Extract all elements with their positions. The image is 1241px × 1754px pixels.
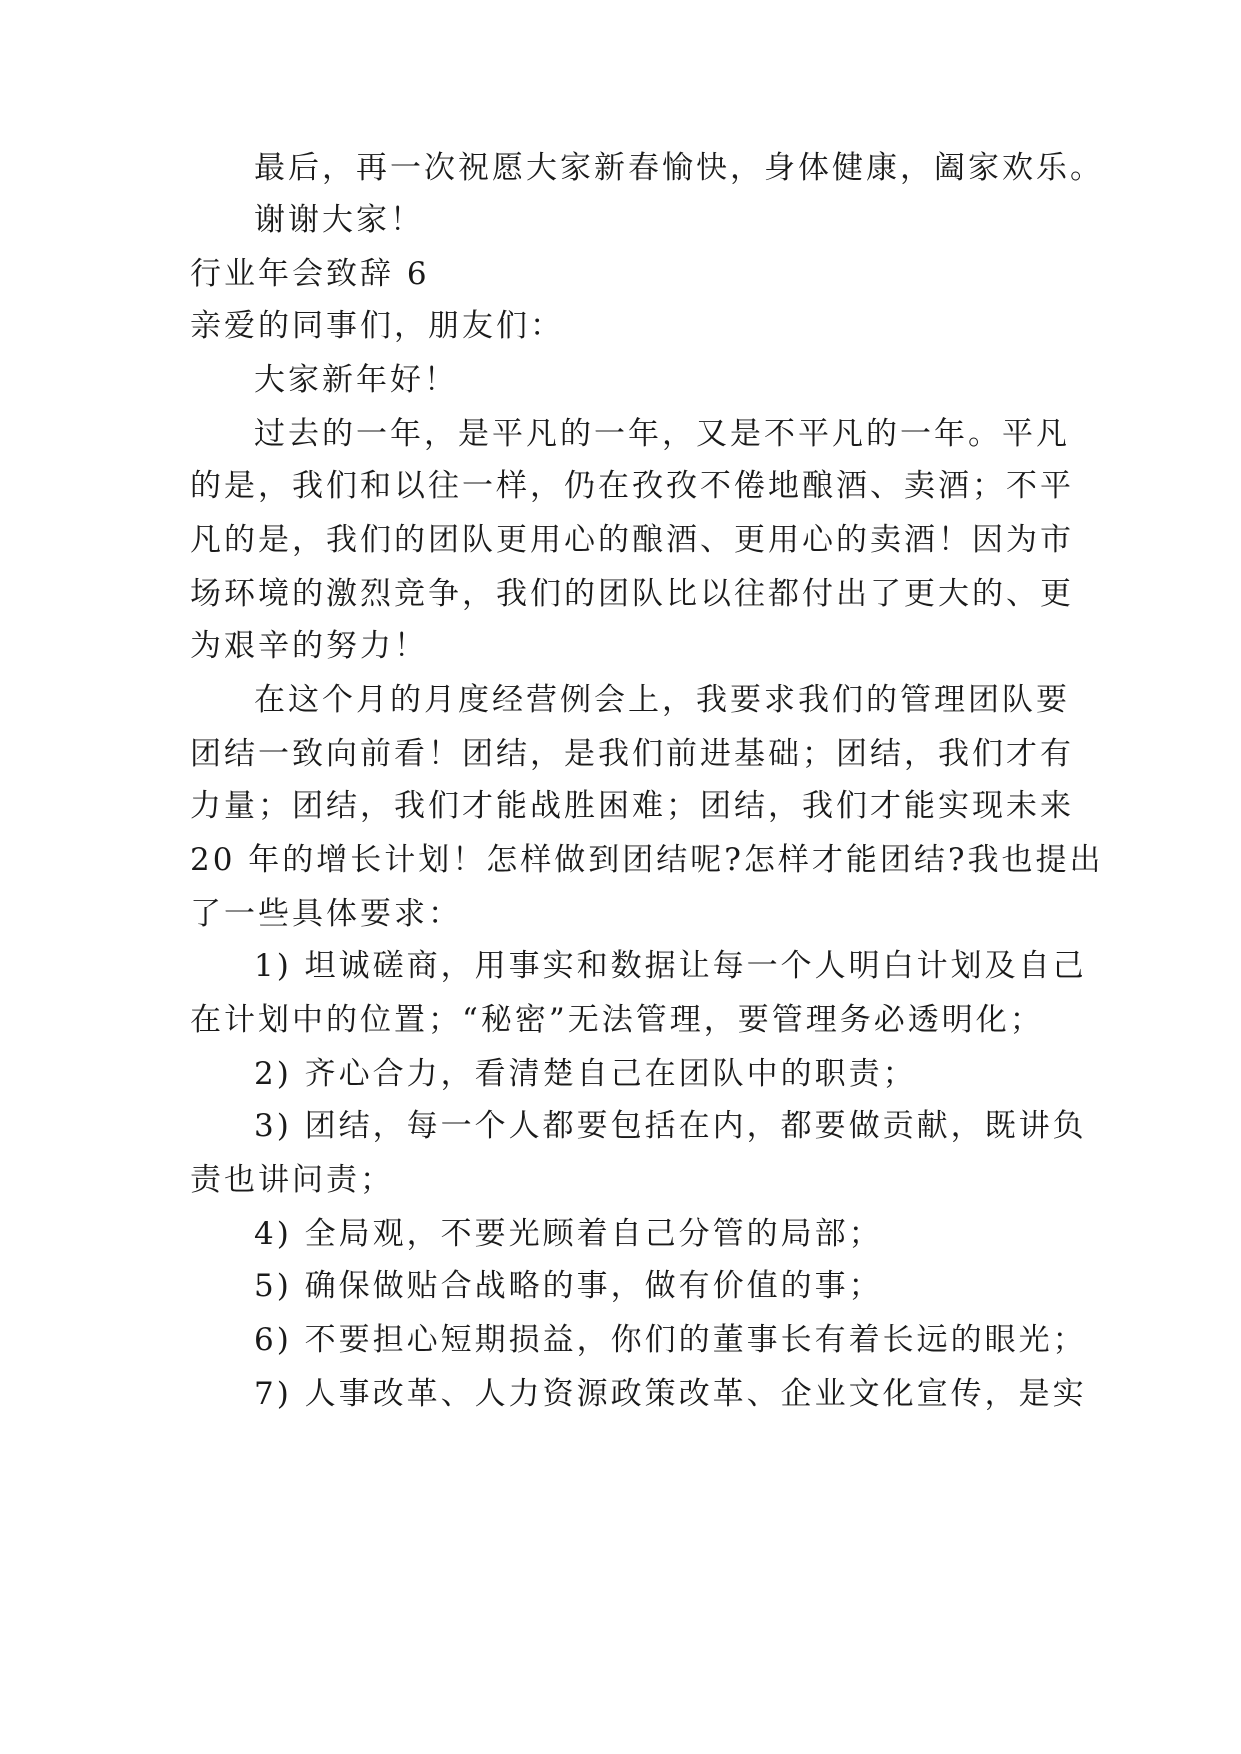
text-line: 20 年的增长计划！怎样做到团结呢?怎样才能团结?我也提出 <box>190 842 1104 878</box>
salutation: 亲爱的同事们，朋友们： <box>190 308 564 344</box>
section-heading: 行业年会致辞 6 <box>190 256 430 292</box>
list-item: 5) 确保做贴合战略的事，做有价值的事； <box>254 1268 883 1304</box>
text-line: 过去的一年，是平凡的一年，又是不平凡的一年。平凡 <box>254 416 1070 452</box>
text-line: 场环境的激烈竞争，我们的团队比以往都付出了更大的、更 <box>190 576 1074 612</box>
list-item: 3) 团结，每一个人都要包括在内，都要做贡献，既讲负 <box>254 1108 1087 1144</box>
text-line: 团结一致向前看！团结，是我们前进基础；团结，我们才有 <box>190 736 1074 772</box>
text-line: 最后，再一次祝愿大家新春愉快，身体健康，阖家欢乐。 <box>254 150 1104 186</box>
text-line: 力量；团结，我们才能战胜困难；团结，我们才能实现未来 <box>190 788 1074 824</box>
text-line: 在这个月的月度经营例会上，我要求我们的管理团队要 <box>254 682 1070 718</box>
list-item: 2) 齐心合力，看清楚自己在团队中的职责； <box>254 1056 917 1092</box>
text-line: 的是，我们和以往一样，仍在孜孜不倦地酿酒、卖酒；不平 <box>190 468 1074 504</box>
text-line: 凡的是，我们的团队更用心的酿酒、更用心的卖酒！因为市 <box>190 522 1074 558</box>
text-line: 责也讲问责； <box>190 1162 394 1198</box>
list-item: 4) 全局观，不要光顾着自己分管的局部； <box>254 1216 883 1252</box>
text-line: 谢谢大家！ <box>254 202 424 238</box>
list-item: 6) 不要担心短期损益，你们的董事长有着长远的眼光； <box>254 1322 1087 1358</box>
text-line: 了一些具体要求： <box>190 896 462 932</box>
text-line: 在计划中的位置；“秘密”无法管理，要管理务必透明化； <box>190 1002 1044 1038</box>
list-item: 7) 人事改革、人力资源政策改革、企业文化宣传，是实 <box>254 1376 1087 1412</box>
text-line: 为艰辛的努力！ <box>190 628 428 664</box>
list-item: 1) 坦诚磋商，用事实和数据让每一个人明白计划及自己 <box>254 948 1087 984</box>
text-line: 大家新年好！ <box>254 362 458 398</box>
